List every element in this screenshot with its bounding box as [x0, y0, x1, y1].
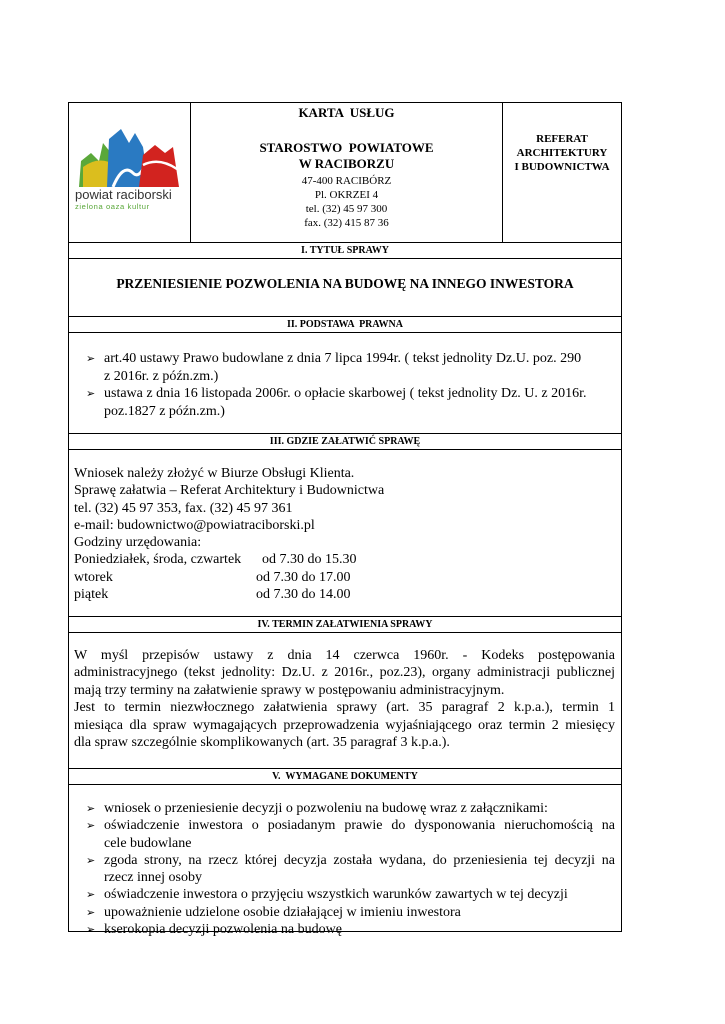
hours-row: [74, 586, 621, 603]
department-cell: [503, 103, 621, 242]
deadline-line: dla spraw szczególnie skomplikowanych (art. 35 paragraf 3 k.p.a.).: [74, 735, 450, 751]
arrow-bullet-icon: ➢: [86, 352, 96, 365]
deadline-line: mają trzy terminy na załatwienie sprawy w postępowaniu administracyjnym.: [74, 682, 505, 698]
county-logo: [69, 103, 190, 242]
document-item-line1: zgoda strony, na rzecz której decyzja została wydana, do przeniesienia tej decyzji na: [104, 852, 615, 868]
arrow-bullet-icon: ➢: [86, 819, 96, 833]
legal-item-line1: ustawa z dnia 16 listopada 2006r. o opłacie skarbowej ( tekst jednolity Dz. U. z 2016r.: [104, 386, 587, 401]
hours-time: od 7.30 do 14.00: [256, 587, 351, 603]
arrow-bullet-icon: ➢: [86, 888, 96, 902]
logo-tagline: zielona oaza kultur: [75, 202, 150, 211]
deadline-line: administracyjnego (tekst jednolity: Dz.U. z 2016r., poz.23), organy administracji publicznej: [74, 665, 615, 681]
document-item: [69, 852, 615, 887]
section-heading-where: III. GDZIE ZAŁATWIĆ SPRAWĘ: [69, 434, 621, 450]
office-name-line1: STAROSTWO POWIATOWE: [259, 140, 434, 155]
document-item: [69, 886, 615, 903]
arrow-bullet-icon: ➢: [86, 853, 96, 867]
department-line: I BUDOWNICTWA: [514, 161, 610, 173]
document-item: [69, 904, 615, 921]
office-cell: [191, 103, 503, 242]
where-line: Wniosek należy złożyć w Biurze Obsługi Klienta.: [74, 466, 355, 481]
section-heading-legal: II. PODSTAWA PRAWNA: [69, 317, 621, 333]
document-item: [69, 800, 615, 817]
legal-item: [69, 385, 616, 420]
arrow-bullet-icon: ➢: [86, 905, 96, 919]
logo-cell: [69, 103, 191, 242]
office-name-line2: W RACIBORZU: [298, 156, 395, 171]
office-postal: 47-400 RACIBÓRZ: [301, 175, 392, 187]
where-email: e-mail: budownictwo@powiatraciborski.pl: [74, 517, 315, 533]
legal-item-line1: art.40 ustawy Prawo budowlane z dnia 7 lipca 1994r. ( tekst jednolity Dz.U. poz. 290: [104, 351, 582, 366]
document-item-line1: oświadczenie inwestora o posiadanym prawie do dysponowania nieruchomością na: [104, 818, 615, 834]
legal-item-line2: poz.1827 z późn.zm.): [104, 403, 225, 419]
document-item-line1: kserokopia decyzji pozwolenia na budowę: [104, 922, 342, 938]
card-header: [69, 103, 621, 243]
section-legal: [69, 333, 621, 434]
hours-day: wtorek: [74, 569, 113, 585]
document-item-line2: rzecz innej osoby: [104, 870, 202, 886]
where-line: Sprawę załatwia – Referat Architektury i Budownictwa: [74, 483, 385, 499]
case-title: PRZENIESIENIE POZWOLENIA NA BUDOWĘ NA INNEGO INWESTORA: [116, 276, 574, 291]
section-where: [69, 450, 621, 617]
arrow-bullet-icon: ➢: [86, 387, 96, 400]
arrow-bullet-icon: ➢: [86, 802, 96, 815]
service-card: [68, 102, 622, 938]
document-item-line1: upoważnienie udzielone osobie działającej w imieniu inwestora: [104, 904, 461, 920]
section-title: [69, 259, 621, 317]
hours-time: od 7.30 do 15.30: [262, 552, 357, 568]
hours-day: piątek: [74, 587, 109, 603]
office-fax: fax. (32) 415 87 36: [304, 217, 389, 229]
hours-row: [74, 569, 621, 586]
arrow-bullet-icon: ➢: [86, 923, 96, 937]
office-street: Pl. OKRZEI 4: [314, 189, 379, 201]
where-line: tel. (32) 45 97 353, fax. (32) 45 97 361: [74, 500, 293, 516]
section-heading-documents: V. WYMAGANE DOKUMENTY: [69, 769, 621, 785]
legal-item-line2: z 2016r. z późn.zm.): [104, 368, 219, 384]
document-item-line2: cele budowlane: [104, 835, 192, 851]
where-line: Godziny urzędowania:: [74, 535, 202, 551]
department-line: ARCHITEKTURY: [516, 147, 608, 159]
deadline-line: miesiąca dla spraw wymagających przeprowadzenia wyjaśniającego oraz termin 2 miesięcy: [74, 717, 615, 733]
document-item: [69, 921, 615, 938]
logo-name: powiat raciborski: [75, 187, 172, 202]
document-item-line1: wniosek o przeniesienie decyzji o pozwoleniu na budowę wraz z załącznikami:: [104, 801, 548, 816]
section-heading-deadline: IV. TERMIN ZAŁATWIENIA SPRAWY: [69, 617, 621, 633]
section-documents: [69, 785, 621, 938]
card-title: KARTA USŁUG: [298, 105, 395, 120]
hours-row: [74, 551, 621, 568]
deadline-line: W myśl przepisów ustawy z dnia 14 czerwca 1960r. - Kodeks postępowania: [74, 648, 615, 663]
legal-item: [69, 350, 616, 385]
document-item: [69, 817, 615, 852]
department-line: REFERAT: [536, 133, 588, 145]
hours-day: Poniedziałek, środa, czwartek: [74, 552, 242, 568]
deadline-line: Jest to termin niezwłocznego załatwienia sprawy (art. 35 paragraf 2 k.p.a.), termin 1: [74, 700, 615, 716]
section-deadline: [69, 633, 621, 769]
hours-time: od 7.30 do 17.00: [256, 569, 351, 585]
office-phone: tel. (32) 45 97 300: [305, 203, 388, 215]
section-heading-title: I. TYTUŁ SPRAWY: [69, 243, 621, 259]
document-item-line1: oświadczenie inwestora o przyjęciu wszystkich warunków zawartych w tej decyzji: [104, 887, 568, 903]
